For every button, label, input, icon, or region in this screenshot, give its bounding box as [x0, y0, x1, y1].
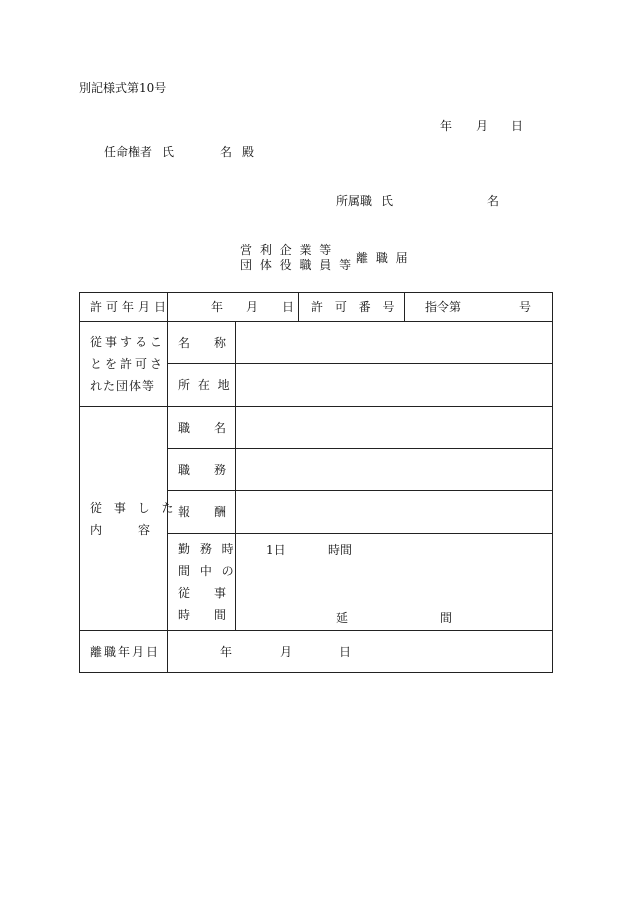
hours-label [168, 534, 236, 631]
org-label-line-1: 従事するこ [90, 335, 166, 349]
hours-label-line-2: 間 中 の [178, 564, 237, 578]
duty-label [80, 407, 178, 631]
dept-name-2: 名 [487, 194, 500, 208]
addressee-title: 任命権者 [104, 145, 153, 159]
duty-label-line-2: 内 容 [90, 522, 155, 537]
remuneration-label: 報 酬 [168, 491, 236, 534]
addressee-name-2: 名 [220, 145, 233, 159]
permit-number-value[interactable]: 指令第 号 [405, 293, 553, 322]
hours-label-line-1: 勤 務 時 [178, 542, 237, 556]
addressee-name-1: 氏 [162, 145, 175, 159]
title-suffix: 離 職 届 [356, 251, 410, 265]
position-row [80, 407, 553, 449]
leave-date-row [80, 631, 553, 673]
permit-date-label: 許可年月日 [80, 293, 168, 322]
org-name-row [80, 322, 553, 364]
total-suffix: 間 [440, 611, 453, 625]
position-label: 職 名 [168, 407, 236, 449]
org-label-line-3: れた団体等 [90, 379, 156, 393]
hours-per-day: 1日 [266, 543, 286, 557]
hours-unit: 時間 [328, 543, 353, 557]
leave-date-label: 離職年月日 [80, 631, 168, 673]
hours-label-line-3: 従 事 [178, 586, 233, 600]
hours-value[interactable] [236, 534, 553, 631]
org-address-label: 所 在 地 [168, 364, 236, 407]
dept-name-1: 氏 [381, 194, 394, 208]
duties-label: 職 務 [168, 449, 236, 491]
date-day: 日 [511, 119, 524, 133]
hours-label-line-4: 時 間 [178, 608, 233, 622]
date-month: 月 [476, 119, 489, 133]
duty-label-line-1: 従 事 し た [90, 500, 178, 515]
org-address-value[interactable] [236, 364, 553, 407]
org-label [80, 322, 168, 407]
application-table [79, 292, 553, 673]
position-value[interactable] [236, 407, 553, 449]
leave-date-value[interactable]: 年 月 日 [168, 631, 553, 673]
duties-value[interactable] [236, 449, 553, 491]
permit-number-label: 許 可 番 号 [299, 293, 405, 322]
title-line-2: 団 体 役 職 員 等 [240, 258, 354, 272]
total-prefix: 延 [336, 611, 349, 625]
dept-title: 所属職 [336, 194, 373, 208]
title-line-1: 営 利 企 業 等 [240, 243, 334, 257]
org-name-value[interactable] [236, 322, 553, 364]
date-year: 年 [440, 119, 453, 133]
addressee-honorific: 殿 [242, 145, 255, 159]
permit-date-value[interactable]: 年 月 日 [168, 293, 299, 322]
org-name-label: 名 称 [168, 322, 236, 364]
form-number: 別記様式第10号 [79, 81, 167, 95]
permit-date-row [80, 293, 553, 322]
remuneration-value[interactable] [236, 491, 553, 534]
org-label-line-2: とを許可さ [90, 357, 166, 371]
